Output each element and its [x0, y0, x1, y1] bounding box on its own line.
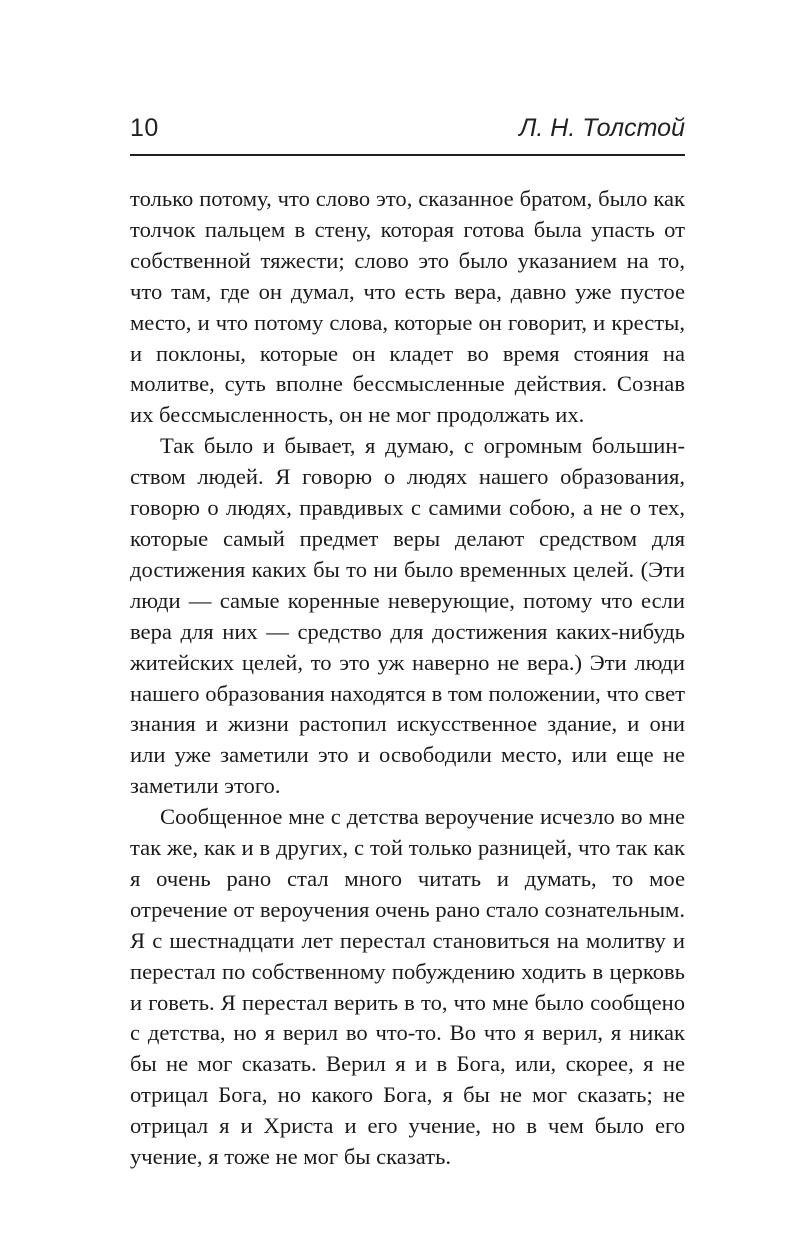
- page-number: 10: [130, 114, 159, 142]
- body-text: [130, 184, 685, 1173]
- page-header: [130, 114, 685, 156]
- paragraph: Так было и бывает, я думаю, с огромным большинством людей. Я говорю о людях нашего образования, говорю о людях, правдивых с самими собою, а не о тех, которые самый предмет веры делают средством для достижения каких бы то ни было временных целей. (Эти люди — самые коренные неверующие, потому что если вера для них — средство для достижения каких-нибудь житейских целей, то это уж наверно не вера.) Эти люди нашего образования находятся в том положении, что свет знания и жизни растопил искусственное здание, и они или уже заметили это и освободили место, или еще не заметили этого.: [130, 433, 685, 799]
- paragraph: только потому, что слово это, сказанное братом, было как толчок пальцем в стену, которая готова была упасть от собственной тяжести; слово это было указанием на то, что там, где он думал, что есть вера, давно уже пустое место, и что потому слова, которые он говорит, и кресты, и поклоны, которые он кладет во время стояния на молитве, суть вполне бессмысленные действия. Сознав их бессмысленность, он не мог продолжать их.: [130, 186, 685, 428]
- paragraph: Сообщенное мне с детства вероучение исчезло во мне так же, как и в других, с той только разницей, что так как я очень рано стал много читать и думать, то мое отречение от вероучения очень рано стало сознательным. Я с шестнадцати лет перестал становиться на молитву и перестал по собственному побуждению ходить в церковь и говеть. Я перестал верить в то, что мне было сообщено с детства, но я верил во что-то. Во что я верил, я никак бы не мог сказать. Верил я и в Бога, или, скорее, я не отрицал Бога, но какого Бога, я бы не мог сказать; не отрицал я и Христа и его учение, но в чем было его учение, я тоже не мог бы сказать.: [130, 804, 685, 1170]
- running-title: Л. Н. Толстой: [519, 114, 685, 142]
